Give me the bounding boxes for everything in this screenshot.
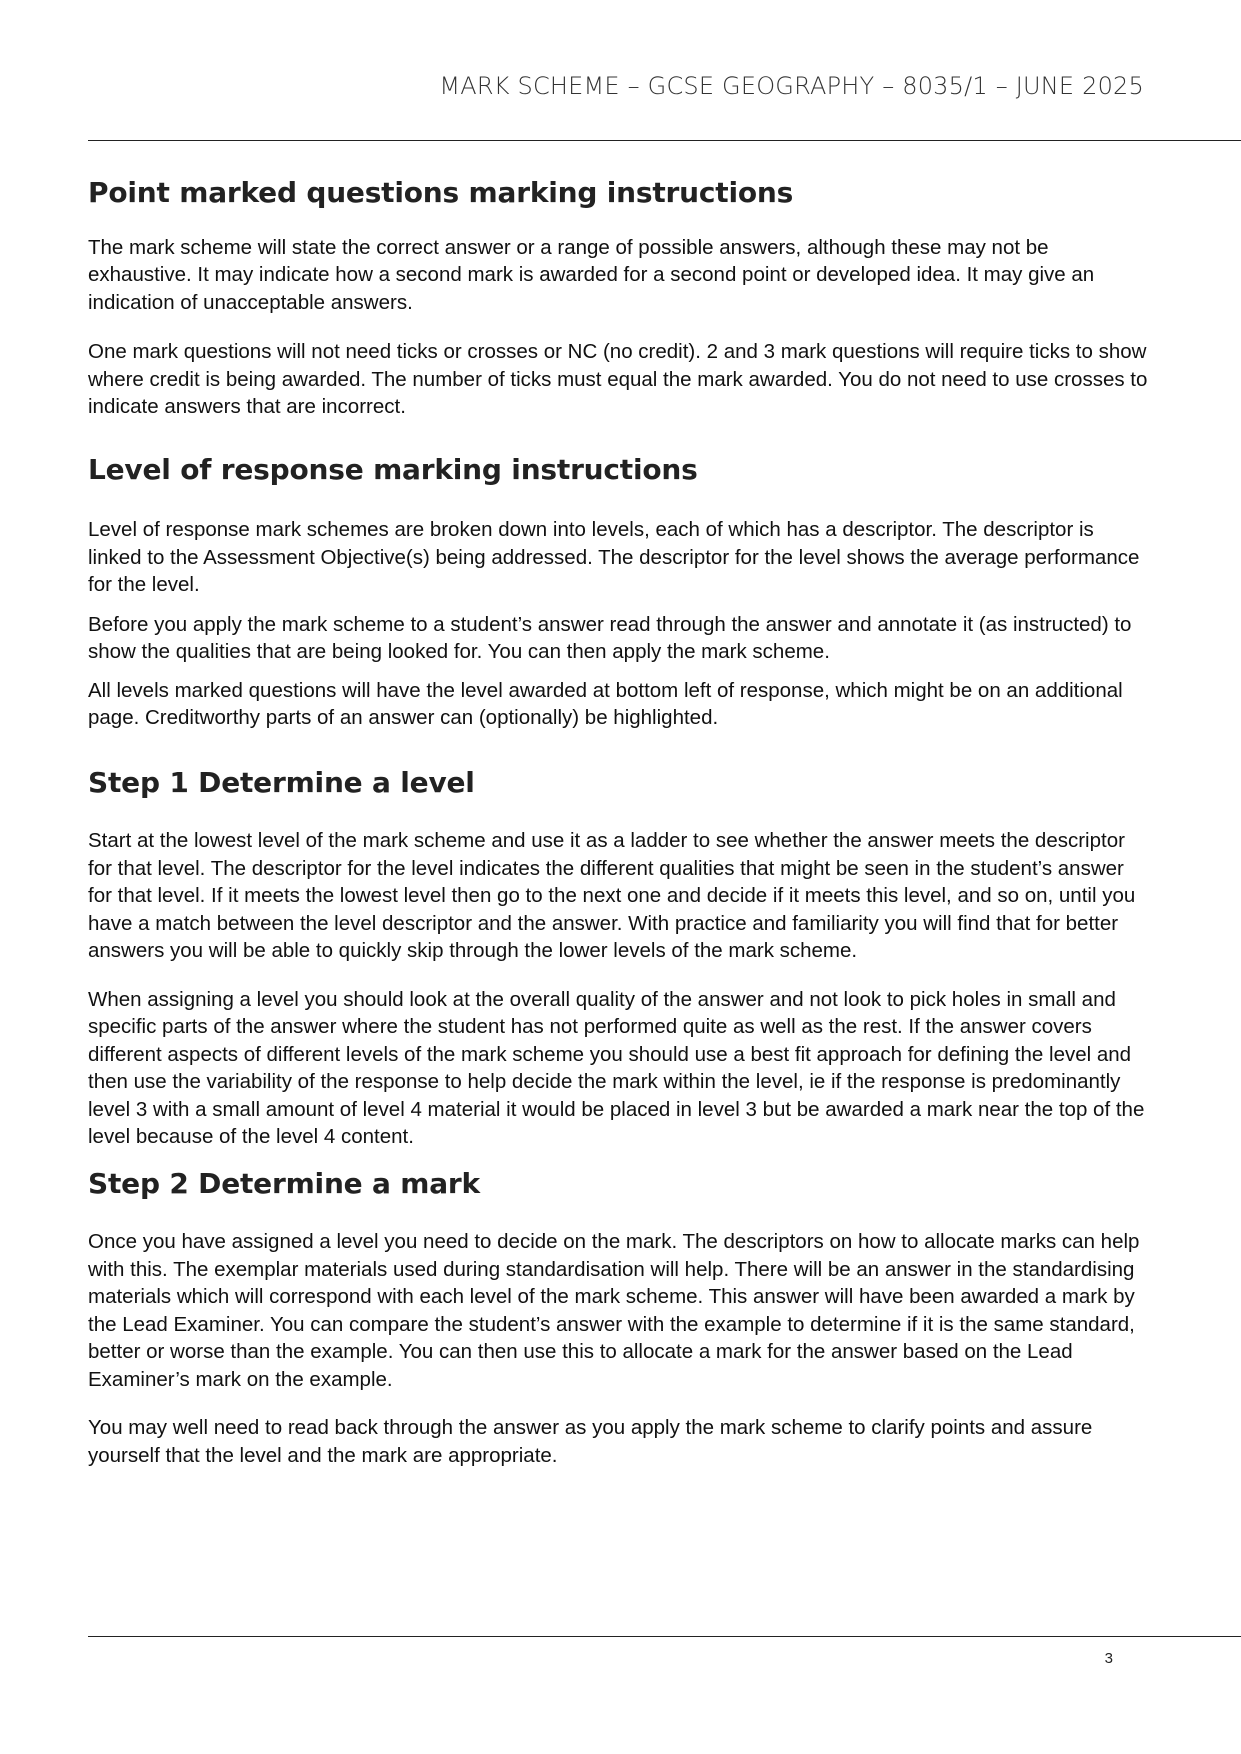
section-heading: Level of response marking instructions [88,452,698,486]
paragraph: Level of response mark schemes are broken down into levels, each of which has a descriptor. The descriptor is linked to the Assessment Objective(s) being addressed. The descriptor for the level shows the average performance for the level. [88,518,1140,597]
paragraph: When assigning a level you should look at the overall quality of the answer and not look to pick holes in small and specific parts of the answer where the student has not performed quite as well as the rest. If the answer covers different aspects of different levels of the mark scheme you should use a best fit approach for defining the level and then use the variability of the response to help decide the mark within the level, ie if the response is predominantly level 3 with a small amount of level 4 material it would be placed in level 3 but be awarded a mark near the top of the level because of the level 4 content. [88,987,1145,1149]
paragraph: Start at the lowest level of the mark scheme and use it as a ladder to see whether the answer meets the descriptor for that level. The descriptor for the level indicates the different qualities that might be seen in the student’s answer for that level. If it meets the lowest level then go to the next one and decide if it meets this level, and so on, until you have a match between the level descriptor and the answer. With practice and familiarity you will find that for better answers you will be able to quickly skip through the lower levels of the mark scheme. [88,829,1136,963]
page-content [88,176,1148,1469]
paragraph: Once you have assigned a level you need to decide on the mark. The descriptors on how to allocate marks can help with this. The exemplar materials used during standardisation will help. There will be an answer in the standardising materials which will correspond with each level of the mark scheme. This answer will have been awarded a mark by the Lead Examiner. You can compare the student’s answer with the example to determine if it is the same standard, better or worse than the example. You can then use this to allocate a mark for the answer based on the Lead Examiner’s mark on the example. [88,1230,1140,1391]
section-heading: Point marked questions marking instructions [88,176,794,209]
footer-divider [88,1636,1241,1637]
paragraph: Before you apply the mark scheme to a student’s answer read through the answer and annotate it (as instructed) to show the qualities that are being looked for. You can then apply the mark scheme. [88,612,1132,664]
header-divider [88,140,1241,141]
paragraph: The mark scheme will state the correct answer or a range of possible answers, although these may not be exhaustive. It may indicate how a second mark is awarded for a second point or developed idea. It may give an indication of unacceptable answers. [88,235,1095,314]
section-level-of-response [88,453,1148,732]
document-header-title: MARK SCHEME – GCSE GEOGRAPHY – 8035/1 – JUNE 2025 [439,72,1144,100]
section-point-marked [88,176,1148,421]
section-step-2 [88,1167,1148,1470]
section-heading: Step 2 Determine a mark [88,1166,480,1200]
section-step-1 [88,766,1148,1151]
paragraph: All levels marked questions will have the level awarded at bottom left of response, which might be on an additional page. Creditworthy parts of an answer can (optionally) be highlighted. [88,678,1123,730]
page-number: 3 [1104,1650,1113,1667]
paragraph: You may well need to read back through the answer as you apply the mark scheme to clarify points and assure yourself that the level and the mark are appropriate. [88,1416,1093,1467]
paragraph: One mark questions will not need ticks or crosses or NC (no credit). 2 and 3 mark questions will require ticks to show where credit is being awarded. The number of ticks must equal the mark awarded. You do not need to use crosses to indicate answers that are incorrect. [88,340,1148,419]
section-heading: Step 1 Determine a level [88,765,475,799]
